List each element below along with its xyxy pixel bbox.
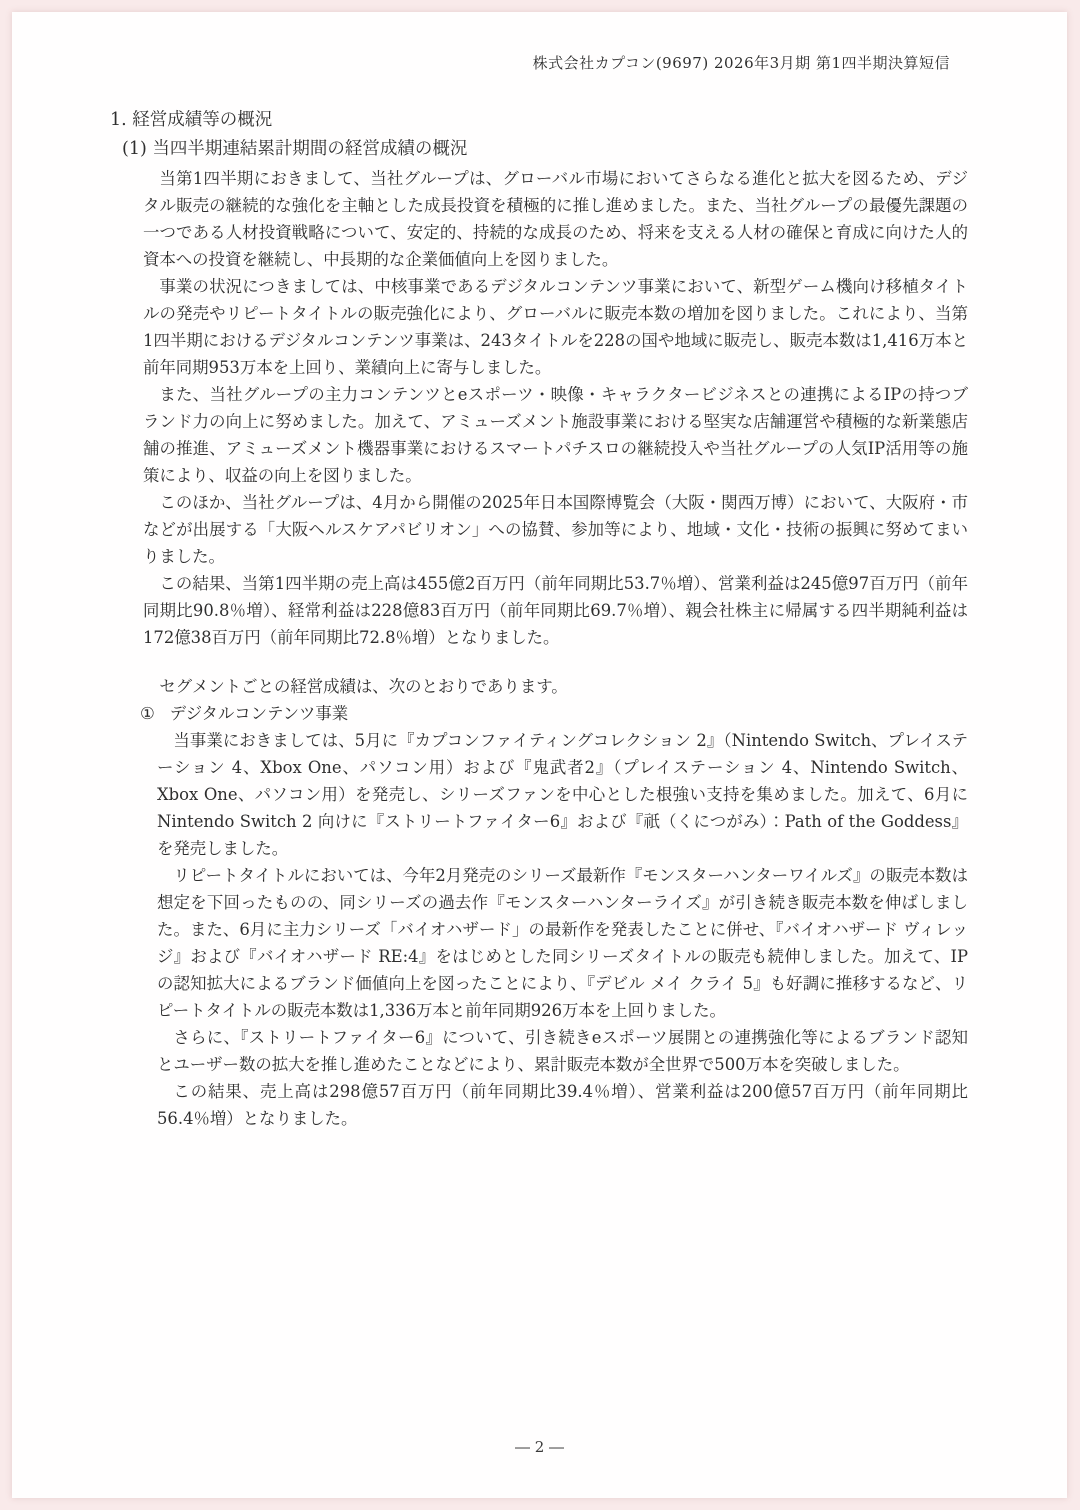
subsection-title: (1) 当四半期連結累計期間の経営成績の概況: [122, 139, 468, 159]
segment-1-heading: [140, 700, 968, 727]
segment-1-paragraph: リピートタイトルにおいては、今年2月発売のシリーズ最新作『モンスターハンターワイルズ』の販売本数は想定を下回ったものの、同シリーズの過去作『モンスターハンターライズ』が引き続き販売本数を伸ばしました。また、6月に主力シリーズ「バイオハザード」の最新作を発表したことに併せ、『バイオハザード ヴィレッジ』および『バイオハザード RE:4』をはじめとした同シリーズタイトルの販売も続伸しました。加えて、IPの認知拡大によるブランド価値向上を図ったことにより、『デビル メイ クライ 5』も好調に推移するなど、リピートタイトルの販売本数は1,336万本と前年同期926万本を上回りました。: [157, 866, 968, 1020]
segment-1-paragraph: 当事業におきましては、5月に『カプコンファイティングコレクション 2』（Nintendo Switch、プレイステーション 4、Xbox One、パソコン用）および『鬼武者2』（プレイステーション 4、Nintendo Switch、Xbox One、パソコン用）を発売し、シリーズファンを中心とした根強い支持を集めました。加えて、6月にNintendo Switch 2 向けに『ストリートファイター6』および『祇（くにつがみ）：Path of the Goddess』を発売しました。: [157, 731, 968, 858]
overview-section: [110, 165, 968, 1132]
segment-1-title: デジタルコンテンツ事業: [169, 704, 349, 723]
overview-paragraph: 当第1四半期におきまして、当社グループは、グローバル市場においてさらなる進化と拡大を図るため、デジタル販売の継続的な強化を主軸とした成長投資を積極的に推し進めました。また、当社グループの最優先課題の一つである人材投資戦略について、安定的、持続的な成長のため、将来を支える人材の確保と育成に向けた人的資本への投資を継続し、中長期的な企業価値向上を図りました。: [143, 169, 968, 269]
overview-paragraph: 事業の状況につきましては、中核事業であるデジタルコンテンツ事業において、新型ゲーム機向け移植タイトルの発売やリピートタイトルの販売強化により、グローバルに販売本数の増加を図りました。これにより、当第1四半期におけるデジタルコンテンツ事業は、243タイトルを228の国や地域に販売し、販売本数は1,416万本と前年同期953万本を上回り、業績向上に寄与しました。: [143, 277, 968, 377]
section-title: 1. 経営成績等の概況: [110, 110, 273, 130]
segment-1-paragraph: さらに、『ストリートファイター6』について、引き続きeスポーツ展開との連携強化等によるブランド認知とユーザー数の拡大を推し進めたことなどにより、累計販売本数が全世界で500万本を突破しました。: [157, 1028, 968, 1074]
document-header: 株式会社カプコン(9697) 2026年3月期 第1四半期決算短信: [532, 54, 950, 72]
overview-paragraph: また、当社グループの主力コンテンツとeスポーツ・映像・キャラクタービジネスとの連携によるIPの持つブランド力の向上に努めました。加えて、アミューズメント施設事業における堅実な店舗運営や積極的な新業態店舗の推進、アミューズメント機器事業におけるスマートパチスロの継続投入や当社グループの人気IP活用等の施策により、収益の向上を図りました。: [143, 385, 968, 485]
segment-1-number: ①: [140, 704, 155, 723]
overview-paragraph: このほか、当社グループは、4月から開催の2025年日本国際博覧会（大阪・関西万博）において、大阪府・市などが出展する「大阪ヘルスケアパビリオン」への協賛、参加等により、地域・文化・技術の振興に努めてまいりました。: [143, 493, 968, 566]
page-number-footer: ― 2 ―: [514, 1438, 565, 1456]
segment-1-paragraph: この結果、売上高は298億57百万円（前年同期比39.4％増）、営業利益は200億57百万円（前年同期比56.4％増）となりました。: [157, 1082, 968, 1128]
segment-intro: セグメントごとの経営成績は、次のとおりであります。: [159, 677, 568, 696]
document-page: [12, 12, 1067, 1498]
overview-paragraph: この結果、当第1四半期の売上高は455億2百万円（前年同期比53.7％増）、営業利益は245億97百万円（前年同期比90.8％増）、経常利益は228億83百万円（前年同期比69.7％増）、親会社株主に帰属する四半期純利益は172億38百万円（前年同期比72.8％増）となりました。: [143, 574, 968, 647]
